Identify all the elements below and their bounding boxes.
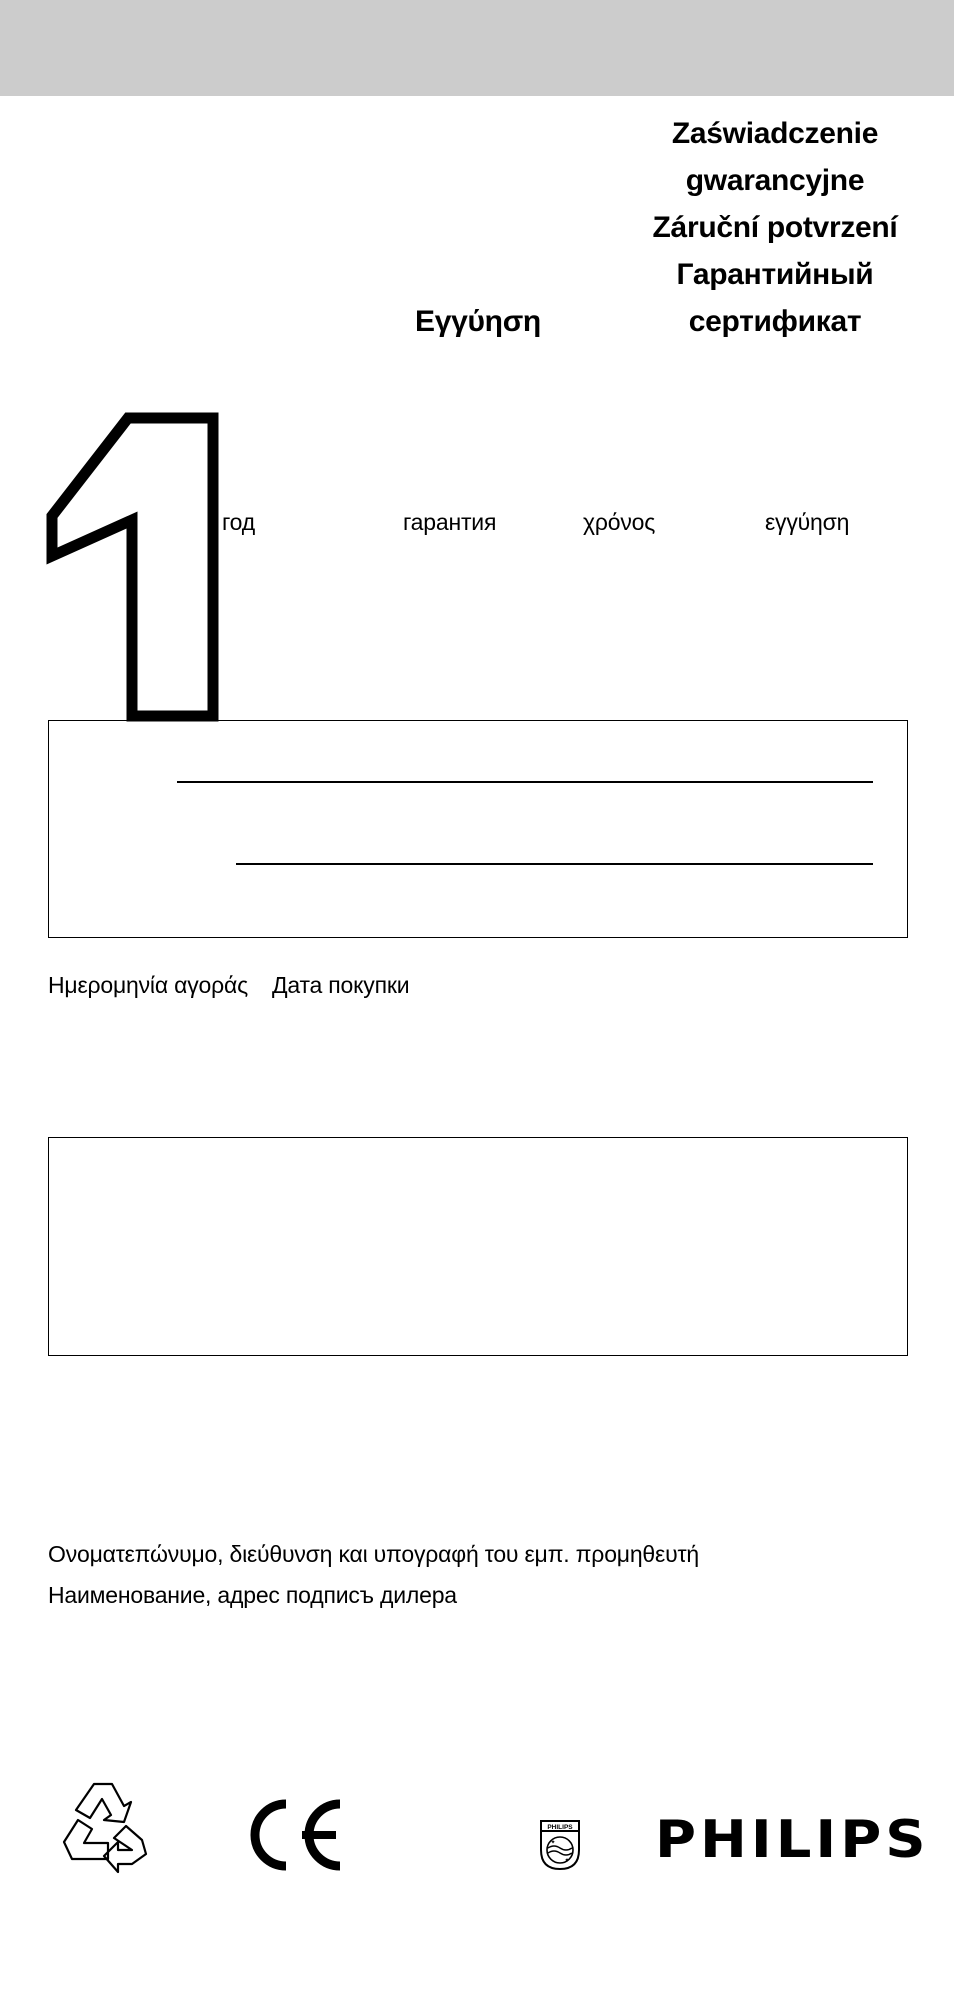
year-word-russian: год: [222, 509, 255, 535]
svg-text:✦: ✦: [564, 1858, 570, 1864]
title-line-russian-1: Гарантийный: [676, 258, 874, 291]
header-band: [0, 0, 954, 96]
product-info-box: [48, 720, 908, 938]
year-word-greek: χρόνος: [583, 509, 656, 535]
purchase-date-label: [48, 972, 409, 999]
title-line-polish-1: Zaświadczenie: [671, 117, 879, 150]
dealer-caption-russian: Наименование, адрес подписъ дилера: [48, 1582, 457, 1608]
recycle-icon: [56, 1780, 150, 1876]
purchase-date-label-greek: Ημερομηνία αγοράς: [48, 972, 248, 998]
one-year-numeral: [30, 398, 260, 728]
product-line-1[interactable]: [177, 781, 873, 783]
greek-title: Εγγύηση: [415, 305, 541, 338]
warranty-word-greek: εγγύηση: [765, 509, 850, 535]
purchase-date-label-russian: Дата покупки: [271, 972, 410, 998]
title-line-czech: Záruční potvrzení: [652, 211, 898, 244]
philips-wordmark: PHILIPS: [655, 1810, 930, 1870]
title-line-polish-2: gwarancyjne: [685, 164, 865, 197]
warranty-word-russian: гарантия: [403, 509, 497, 535]
svg-text:✦: ✦: [550, 1840, 556, 1846]
philips-shield-icon: [538, 1818, 582, 1872]
numeral-value: 1: [30, 398, 31, 399]
shield-brand-text: PHILIPS: [547, 1824, 573, 1832]
title-line-russian-2: сертификат: [688, 305, 862, 338]
product-line-2[interactable]: [236, 863, 873, 865]
dealer-caption-greek: Ονοματεπώνυμο, διεύθυνση και υπογραφή του εμπ. προμηθευτή: [48, 1541, 699, 1567]
dealer-stamp-box[interactable]: [48, 1137, 908, 1356]
certificate-title: [630, 110, 920, 345]
ce-mark-icon: [240, 1798, 344, 1872]
